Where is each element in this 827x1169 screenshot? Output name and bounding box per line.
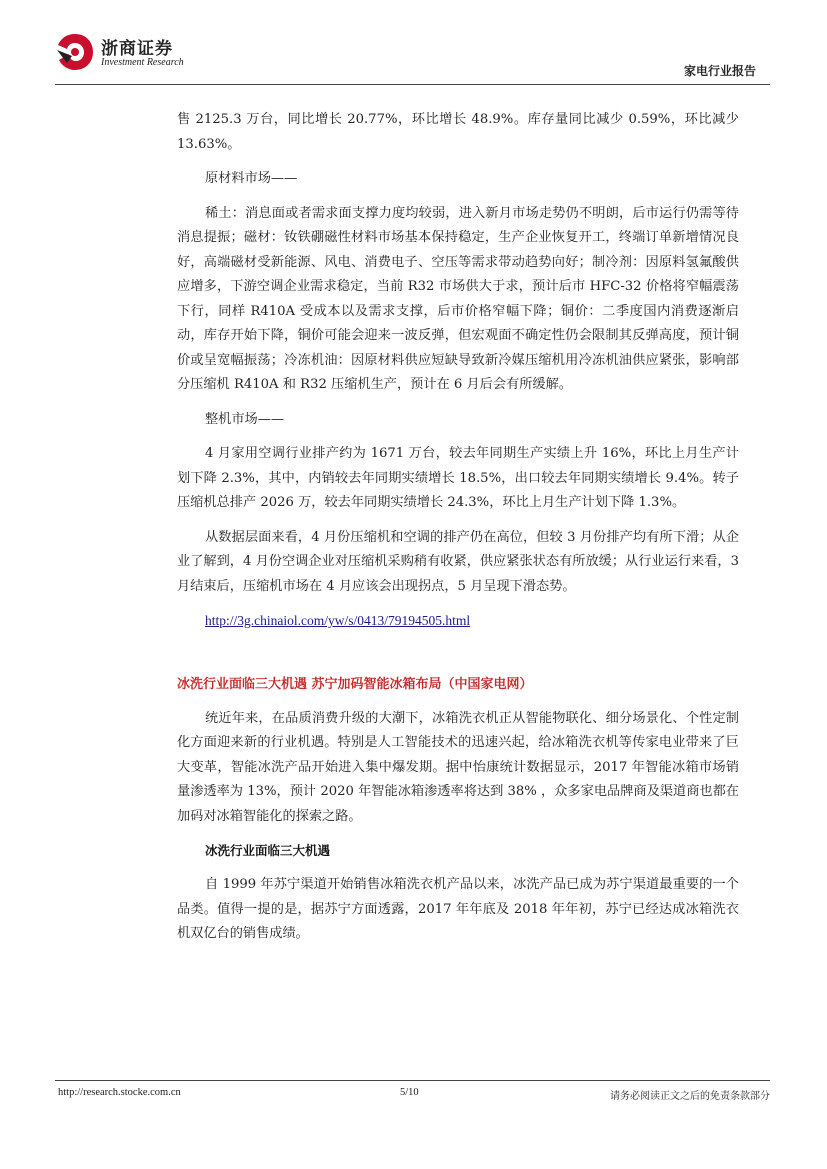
raw-material-heading: 原材料市场—— [205, 171, 298, 186]
report-body [177, 108, 739, 947]
page-header [55, 30, 770, 88]
footer-divider [55, 1080, 770, 1081]
raw-material-paragraph: 稀土：消息面或者需求面支撑力度均较弱，进入新月市场走势仍不明朗，后市运行仍需等待消息提振；磁材：钕铁硼磁性材料市场基本保持稳定，生产企业恢复开工，终端订单新增情况良好，高端磁材受新能源、风电、消费电子、空压等需求带动趋势向好；制冷剂：因原料氢氟酸供应增多，下游空调企业需求稳定，当前 R32 市场供大于求，预计后市 HFC-32 价格将窄幅震荡下行，同样 R410A 受成本以及需求支撑，后市价格窄幅下降；铜价：二季度国内消费逐渐启动，库存开始下降，铜价可能会迎来一波反弹，但宏观面不确定性仍会限制其反弹高度，预计铜价或呈宽幅振荡；冷冻机油：因原材料供应短缺导致新冷媒压缩机用冷冻机油供应紧张，影响部分压缩机 R410A 和 R32 压缩机生产，预计在 6 月后会有所缓解。 [177, 205, 739, 392]
intro-paragraph: 售 2125.3 万台，同比增长 20.77%，环比增长 48.9%。库存量同比减少 0.59%，环比减少 13.63%。 [177, 112, 739, 152]
zheshang-securities-logo-icon [55, 32, 95, 72]
data-view-paragraph: 从数据层面来看，4 月份压缩机和空调的排产仍在高位，但较 3 月份排产均有所下滑；从企业了解到，4 月份空调企业对压缩机采购稍有收紧，供应紧张状态有所放缓；从行业运行来看，3 月结束后，压缩机市场在 4 月应该会出现拐点，5 月呈现下滑态势。 [177, 529, 739, 594]
whole-machine-heading: 整机市场—— [205, 411, 285, 427]
brand-subtitle: Investment Research [101, 57, 184, 68]
section-paragraph: 统近年来，在品质消费升级的大潮下，冰箱洗衣机正从智能物联化、细分场景化、个性定制化方面迎来新的行业机遇。特别是人工智能技术的迅速兴起，给冰箱洗衣机等传家电业带来了巨大变革，智能冰洗产品开始进入集中爆发期。据中怡康统计数据显示，2017 年智能冰箱市场销量渗透率为 13%，预计 2020 年智能冰箱渗透率将达到 38% ，众多家电品牌商及渠道商也都在加码对冰箱智能化的探索之路。 [177, 710, 739, 824]
whole-machine-paragraph: 4 月家用空调行业排产约为 1671 万台，较去年同期生产实绩上升 16%，环比上月生产计划下降 2.3%，其中，内销较去年同期实绩增长 18.5%，出口较去年同期实绩增长 9.4%。转子压缩机总排产 2026 万，较去年同期实绩增长 24.3%，环比上月生产计划下降 1.3%。 [177, 446, 739, 510]
opportunities-subheading: 冰洗行业面临三大机遇 [205, 843, 331, 858]
source-link[interactable]: http://3g.chinaiol.com/yw/s/0413/79194505.html [205, 613, 471, 628]
header-divider [55, 84, 770, 85]
footer-website[interactable]: http://research.stocke.com.cn [58, 1087, 181, 1098]
page-number: 5/10 [400, 1087, 419, 1098]
report-type: 家电行业报告 [683, 64, 756, 78]
footer-disclaimer: 请务必阅读正文之后的免责条款部分 [610, 1091, 770, 1102]
section-title: 冰洗行业面临三大机遇 苏宁加码智能冰箱布局（中国家电网） [177, 676, 533, 692]
suning-paragraph: 自 1999 年苏宁渠道开始销售冰箱洗衣机产品以来，冰洗产品已成为苏宁渠道最重要的一个品类。值得一提的是，据苏宁方面透露，2017 年年底及 2018 年年初，苏宁已经达成冰箱洗衣机双亿台的销售成绩。 [177, 877, 739, 941]
brand-name: 浙商证券 [101, 39, 173, 59]
